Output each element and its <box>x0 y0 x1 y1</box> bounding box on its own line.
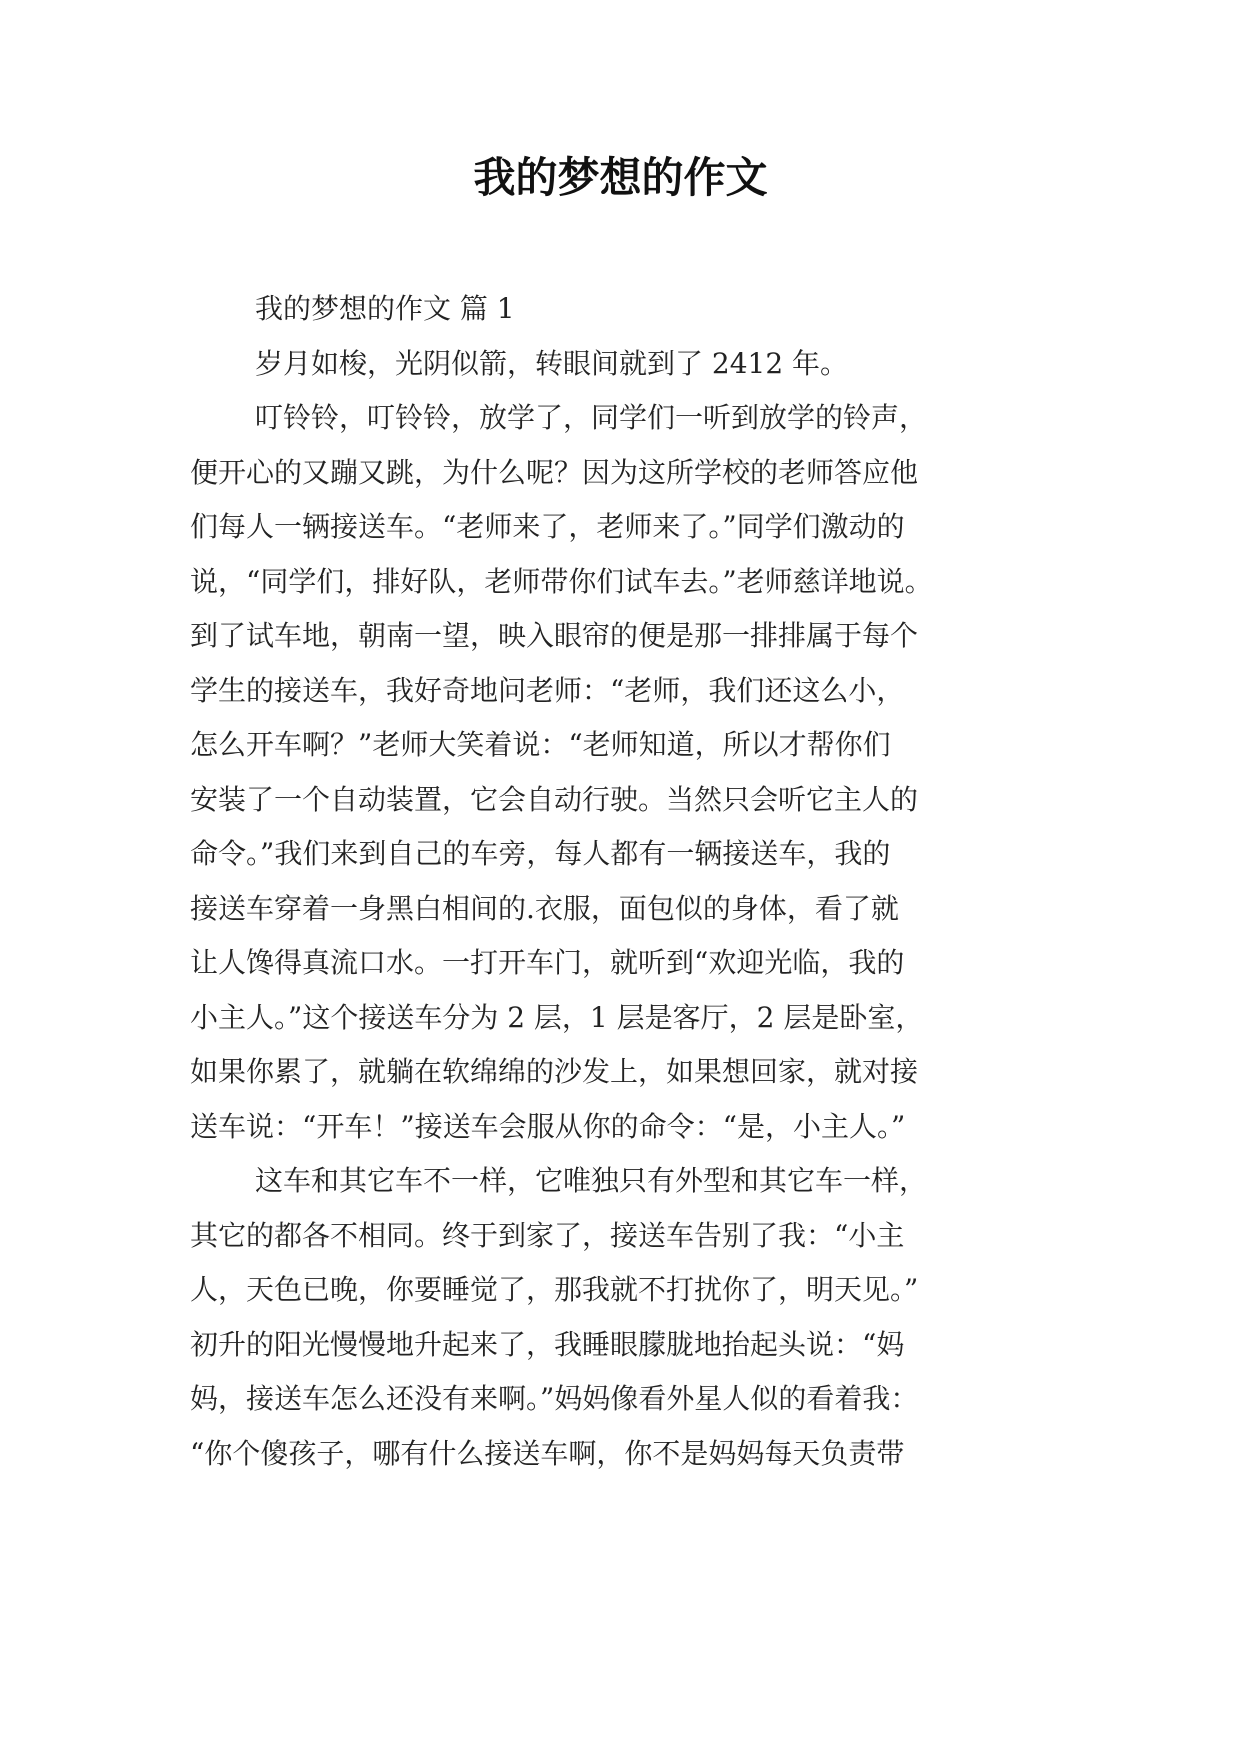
body-line: 这车和其它车不一样，它唯独只有外型和其它车一样， <box>255 1164 928 1197</box>
body-line: “你个傻孩子，哪有什么接送车啊，你不是妈妈每天负责带 <box>190 1436 905 1470</box>
body-line: 我的梦想的作文 篇 1 <box>255 292 515 325</box>
body-line: 人，天色已晚，你要睡觉了，那我就不打扰你了，明天见。” <box>190 1273 919 1306</box>
body-line: 接送车穿着一身黑白相间的.衣服，面包似的身体，看了就 <box>190 891 899 925</box>
body-line: 学生的接送车，我好奇地问老师：“老师，我们还这么小， <box>190 673 905 707</box>
body-line: 安装了一个自动装置，它会自动行驶。当然只会听它主人的 <box>190 782 919 816</box>
body-line: 怎么开车啊？”老师大笑着说：“老师知道，所以才帮你们 <box>190 728 891 761</box>
document-body <box>190 282 1070 1481</box>
body-line: 说，“同学们，排好队，老师带你们试车去。”老师慈详地说。 <box>190 564 933 598</box>
body-line: 岁月如梭，光阴似箭，转眼间就到了 2412 年。 <box>255 346 849 380</box>
body-line: 们每人一辆接送车。“老师来了，老师来了。”同学们激动的 <box>190 510 905 543</box>
body-line: 妈，接送车怎么还没有来啊。”妈妈像看外星人似的看着我： <box>190 1382 919 1415</box>
body-line: 如果你累了，就躺在软绵绵的沙发上，如果想回家，就对接 <box>190 1055 919 1088</box>
body-line: 便开心的又蹦又跳，为什么呢？因为这所学校的老师答应他 <box>190 455 919 489</box>
body-line: 命令。”我们来到自己的车旁，每人都有一辆接送车，我的 <box>190 837 891 870</box>
body-line: 到了试车地，朝南一望，映入眼帘的便是那一排排属于每个 <box>190 619 919 652</box>
body-line: 叮铃铃，叮铃铃，放学了，同学们一听到放学的铃声， <box>255 401 928 434</box>
body-line: 小主人。”这个接送车分为 2 层，1 层是客厅，2 层是卧室， <box>190 1000 924 1034</box>
body-line: 让人馋得真流口水。一打开车门，就听到“欢迎光临，我的 <box>190 946 905 979</box>
body-line: 初升的阳光慢慢地升起来了，我睡眼朦胧地抬起头说：“妈 <box>190 1327 905 1361</box>
body-line: 其它的都各不相同。终于到家了，接送车告别了我：“小主 <box>190 1218 905 1252</box>
document-title: 我的梦想的作文 <box>473 153 768 202</box>
body-line: 送车说：“开车！”接送车会服从你的命令：“是，小主人。” <box>190 1109 906 1143</box>
